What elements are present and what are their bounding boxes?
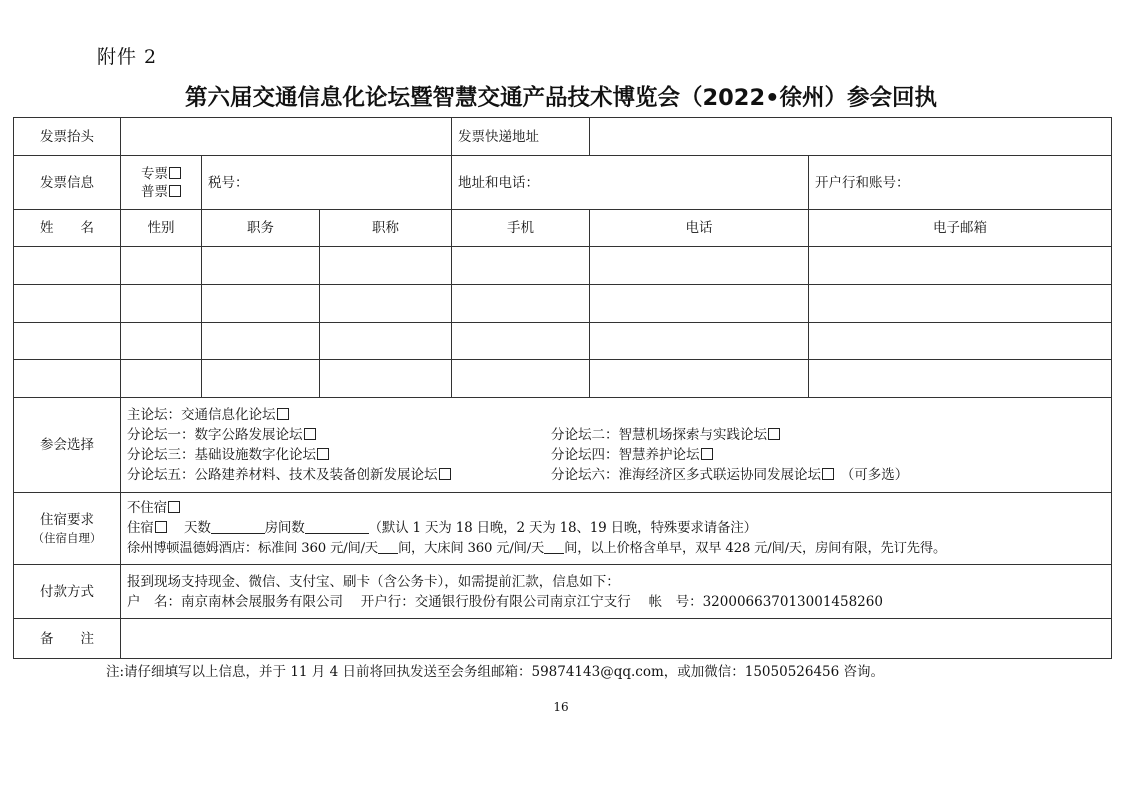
invoice-header-field[interactable] bbox=[121, 118, 452, 156]
payment-line-1: 报到现场支持现金、微信、支付宝、刷卡（含公务卡），如需提前汇款，信息如下： bbox=[127, 573, 620, 590]
table-row bbox=[14, 247, 1112, 285]
sub-forum-6-option[interactable]: 分论坛六：淮海经济区多式联运协同发展论坛 （可多选） bbox=[551, 467, 909, 483]
checkbox-icon[interactable] bbox=[169, 185, 181, 197]
bank-account-field[interactable]: 开户行和账号： bbox=[809, 156, 1112, 210]
table-cell[interactable] bbox=[14, 285, 121, 323]
table-cell[interactable] bbox=[452, 247, 590, 285]
rooms-label: 房间数 bbox=[264, 520, 305, 536]
checkbox-icon[interactable] bbox=[169, 167, 181, 179]
no-stay-option[interactable]: 不住宿 bbox=[127, 498, 1105, 518]
table-cell[interactable] bbox=[320, 360, 452, 398]
invoice-info-label: 发票信息 bbox=[14, 156, 121, 210]
remark-field[interactable] bbox=[121, 619, 1112, 659]
standard-room-blank[interactable] bbox=[378, 538, 398, 554]
checkbox-icon[interactable] bbox=[304, 428, 316, 440]
registration-form bbox=[13, 117, 1112, 659]
table-cell[interactable] bbox=[202, 247, 320, 285]
table-cell[interactable] bbox=[121, 323, 202, 360]
table-cell[interactable] bbox=[121, 360, 202, 398]
table-cell[interactable] bbox=[320, 285, 452, 323]
table-cell[interactable] bbox=[14, 323, 121, 360]
column-header: 姓 名 bbox=[14, 210, 121, 247]
table-cell[interactable] bbox=[202, 285, 320, 323]
table-row bbox=[14, 360, 1112, 398]
sub-forum-3-option[interactable]: 分论坛三：基础设施数字化论坛 bbox=[127, 445, 551, 465]
sub-forum-5-option[interactable]: 分论坛五：公路建养材料、技术及装备创新发展论坛 bbox=[127, 465, 551, 485]
sub-forum-1-option[interactable]: 分论坛一：数字公路发展论坛 bbox=[127, 425, 551, 445]
payment-label: 付款方式 bbox=[14, 565, 121, 619]
forum-options bbox=[121, 398, 1112, 493]
table-cell[interactable] bbox=[809, 285, 1112, 323]
checkbox-icon[interactable] bbox=[277, 408, 289, 420]
page-number: 16 bbox=[553, 700, 569, 714]
checkbox-icon[interactable] bbox=[155, 521, 167, 533]
column-header: 性别 bbox=[121, 210, 202, 247]
king-room-blank[interactable] bbox=[544, 538, 564, 554]
checkbox-icon[interactable] bbox=[822, 468, 834, 480]
sub-forum-4-option[interactable]: 分论坛四：智慧养护论坛 bbox=[551, 445, 713, 465]
days-blank[interactable] bbox=[211, 518, 265, 534]
table-cell[interactable] bbox=[590, 323, 809, 360]
forum-label: 参会选择 bbox=[14, 398, 121, 493]
page-title: 第六届交通信息化论坛暨智慧交通产品技术博览会（2022•徐州）参会回执 bbox=[184, 85, 937, 111]
table-cell[interactable] bbox=[121, 247, 202, 285]
remark-label: 备 注 bbox=[14, 619, 121, 659]
table-cell[interactable] bbox=[121, 285, 202, 323]
address-phone-field[interactable]: 地址和电话： bbox=[452, 156, 809, 210]
normal-invoice-option[interactable]: 普票 bbox=[127, 183, 195, 201]
table-cell[interactable] bbox=[14, 247, 121, 285]
tax-number-field[interactable]: 税号： bbox=[202, 156, 452, 210]
table-cell[interactable] bbox=[809, 360, 1112, 398]
rooms-blank[interactable] bbox=[305, 518, 369, 534]
table-cell[interactable] bbox=[590, 360, 809, 398]
footnote: 注:请仔细填写以上信息，并于 11 月 4 日前将回执发送至会务组邮箱：59874143@qq.com，或加微信：15050526456 咨询。 bbox=[106, 664, 885, 680]
checkbox-icon[interactable] bbox=[317, 448, 329, 460]
lodging-rule: （默认 1 天为 18 日晚，2 天为 18、19 日晚，特殊要求请备注） bbox=[368, 520, 757, 536]
multi-select-note: （可多选） bbox=[847, 467, 909, 483]
table-cell[interactable] bbox=[590, 247, 809, 285]
column-header: 电子邮箱 bbox=[809, 210, 1112, 247]
table-cell[interactable] bbox=[809, 247, 1112, 285]
main-forum-option[interactable]: 主论坛：交通信息化论坛 bbox=[127, 405, 1105, 425]
table-cell[interactable] bbox=[320, 247, 452, 285]
column-header: 手机 bbox=[452, 210, 590, 247]
table-cell[interactable] bbox=[14, 360, 121, 398]
invoice-express-field[interactable] bbox=[590, 118, 1112, 156]
checkbox-icon[interactable] bbox=[439, 468, 451, 480]
lodging-label-cell bbox=[14, 493, 121, 565]
invoice-header-label: 发票抬头 bbox=[14, 118, 121, 156]
table-cell[interactable] bbox=[202, 323, 320, 360]
payment-info bbox=[121, 565, 1112, 619]
lodging-sublabel: （住宿自理） bbox=[32, 530, 102, 545]
days-label: 天数 bbox=[184, 520, 211, 536]
column-header: 电话 bbox=[590, 210, 809, 247]
column-header: 职称 bbox=[320, 210, 452, 247]
lodging-label: 住宿要求 bbox=[40, 511, 94, 528]
table-cell[interactable] bbox=[320, 323, 452, 360]
column-header: 职务 bbox=[202, 210, 320, 247]
table-cell[interactable] bbox=[590, 285, 809, 323]
hotel-info: 徐州博顿温德姆酒店：标准间 360 元/间/天 间，大床间 360 元/间/天 间，以上价格含单早，双早 428 元/间/天，房间有限，先订先得。 bbox=[127, 538, 1105, 559]
invoice-express-label: 发票快递地址 bbox=[452, 118, 590, 156]
invoice-type-cell bbox=[121, 156, 202, 210]
table-cell[interactable] bbox=[202, 360, 320, 398]
table-header-row bbox=[14, 210, 1112, 247]
table-cell[interactable] bbox=[452, 285, 590, 323]
table-row bbox=[14, 285, 1112, 323]
sub-forum-2-option[interactable]: 分论坛二：智慧机场探索与实践论坛 bbox=[551, 425, 780, 445]
checkbox-icon[interactable] bbox=[701, 448, 713, 460]
table-cell[interactable] bbox=[809, 323, 1112, 360]
table-cell[interactable] bbox=[452, 323, 590, 360]
checkbox-icon[interactable] bbox=[168, 501, 180, 513]
lodging-options bbox=[121, 493, 1112, 565]
special-invoice-option[interactable]: 专票 bbox=[127, 165, 195, 183]
table-row bbox=[14, 323, 1112, 360]
table-cell[interactable] bbox=[452, 360, 590, 398]
checkbox-icon[interactable] bbox=[768, 428, 780, 440]
stay-option[interactable]: 住宿 bbox=[127, 520, 167, 536]
payment-line-2: 户 名：南京南林会展服务有限公司 开户行：交通银行股份有限公司南京江宁支行 帐 号：320006637013001458260 bbox=[127, 593, 883, 610]
attachment-label: 附件 2 bbox=[97, 46, 158, 68]
